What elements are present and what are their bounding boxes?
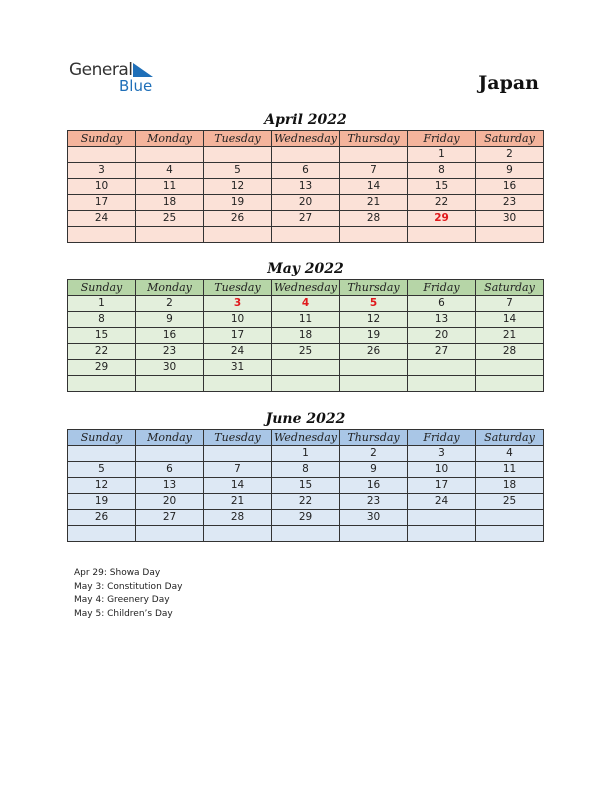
country-title: Japan — [478, 72, 539, 94]
weekday-header: Thursday — [340, 131, 408, 147]
weekday-header-row — [68, 131, 544, 147]
day-cell — [476, 526, 544, 542]
weekday-header: Friday — [408, 430, 476, 446]
holiday-note: May 4: Greenery Day — [74, 595, 170, 605]
day-cell: 10 — [408, 462, 476, 478]
day-cell: 18 — [476, 478, 544, 494]
weekday-header: Sunday — [68, 131, 136, 147]
day-cell: 30 — [340, 510, 408, 526]
day-cell: 18 — [136, 195, 204, 211]
day-cell — [476, 227, 544, 243]
day-cell — [204, 376, 272, 392]
week-row — [68, 179, 544, 195]
day-cell: 4 — [476, 446, 544, 462]
weekday-header: Wednesday — [272, 131, 340, 147]
week-row — [68, 462, 544, 478]
day-cell: 23 — [476, 195, 544, 211]
day-cell — [408, 227, 476, 243]
brand-logo — [69, 60, 169, 96]
day-cell: 25 — [136, 211, 204, 227]
month-title: June 2022 — [265, 411, 346, 427]
day-cell: 6 — [272, 163, 340, 179]
weekday-header: Wednesday — [272, 280, 340, 296]
holiday-notes — [74, 567, 182, 621]
day-cell: 14 — [340, 179, 408, 195]
day-cell: 24 — [68, 211, 136, 227]
day-cell: 1 — [272, 446, 340, 462]
holiday-note: Apr 29: Showa Day — [74, 568, 161, 578]
day-cell: 17 — [204, 328, 272, 344]
day-cell: 20 — [136, 494, 204, 510]
day-cell: 16 — [476, 179, 544, 195]
weekday-header: Wednesday — [272, 430, 340, 446]
day-cell: 12 — [68, 478, 136, 494]
weekday-header: Saturday — [476, 280, 544, 296]
day-cell: 31 — [204, 360, 272, 376]
day-cell: 19 — [340, 328, 408, 344]
week-row — [68, 526, 544, 542]
day-cell: 26 — [340, 344, 408, 360]
day-cell — [136, 227, 204, 243]
weekday-header: Monday — [136, 131, 204, 147]
week-row — [68, 344, 544, 360]
day-cell: 18 — [272, 328, 340, 344]
day-cell: 26 — [68, 510, 136, 526]
brand-word-general: General — [69, 60, 133, 80]
day-cell: 6 — [136, 462, 204, 478]
day-cell: 4 — [272, 296, 340, 312]
day-cell: 11 — [476, 462, 544, 478]
week-row — [68, 312, 544, 328]
day-cell: 2 — [476, 147, 544, 163]
day-cell: 22 — [68, 344, 136, 360]
day-cell: 25 — [476, 494, 544, 510]
day-cell: 7 — [204, 462, 272, 478]
day-cell: 5 — [68, 462, 136, 478]
weekday-header: Friday — [408, 280, 476, 296]
calendar-grid — [67, 429, 544, 542]
day-cell — [340, 376, 408, 392]
day-cell: 29 — [408, 211, 476, 227]
calendar-grid — [67, 130, 544, 243]
week-row — [68, 510, 544, 526]
day-cell — [136, 526, 204, 542]
month-june — [67, 409, 544, 542]
day-cell: 19 — [68, 494, 136, 510]
day-cell: 9 — [340, 462, 408, 478]
day-cell: 15 — [408, 179, 476, 195]
day-cell — [68, 147, 136, 163]
day-cell: 19 — [204, 195, 272, 211]
day-cell — [476, 376, 544, 392]
day-cell — [408, 510, 476, 526]
month-title: April 2022 — [264, 112, 347, 128]
day-cell — [340, 227, 408, 243]
week-row — [68, 328, 544, 344]
day-cell — [476, 360, 544, 376]
day-cell: 29 — [68, 360, 136, 376]
day-cell — [204, 446, 272, 462]
week-row — [68, 494, 544, 510]
weekday-header: Tuesday — [204, 280, 272, 296]
day-cell: 8 — [68, 312, 136, 328]
weekday-header: Sunday — [68, 430, 136, 446]
weekday-header: Friday — [408, 131, 476, 147]
day-cell: 7 — [476, 296, 544, 312]
day-cell: 30 — [476, 211, 544, 227]
day-cell: 14 — [204, 478, 272, 494]
day-cell: 17 — [68, 195, 136, 211]
day-cell: 3 — [204, 296, 272, 312]
calendar-grid — [67, 279, 544, 392]
day-cell: 7 — [340, 163, 408, 179]
week-row — [68, 211, 544, 227]
month-may — [67, 259, 544, 392]
day-cell: 11 — [272, 312, 340, 328]
day-cell — [136, 446, 204, 462]
day-cell: 20 — [408, 328, 476, 344]
day-cell: 24 — [408, 494, 476, 510]
day-cell — [272, 360, 340, 376]
day-cell: 13 — [136, 478, 204, 494]
month-title: May 2022 — [267, 261, 344, 277]
day-cell: 22 — [272, 494, 340, 510]
day-cell — [272, 526, 340, 542]
week-row — [68, 446, 544, 462]
day-cell: 8 — [272, 462, 340, 478]
brand-word-blue: Blue — [119, 77, 153, 95]
week-row — [68, 296, 544, 312]
weekday-header: Monday — [136, 280, 204, 296]
day-cell: 4 — [136, 163, 204, 179]
day-cell — [476, 510, 544, 526]
day-cell: 11 — [136, 179, 204, 195]
day-cell — [272, 147, 340, 163]
day-cell: 28 — [476, 344, 544, 360]
day-cell: 12 — [340, 312, 408, 328]
month-april — [67, 110, 544, 243]
day-cell — [68, 526, 136, 542]
week-row — [68, 376, 544, 392]
week-row — [68, 360, 544, 376]
day-cell: 26 — [204, 211, 272, 227]
week-row — [68, 163, 544, 179]
day-cell: 3 — [408, 446, 476, 462]
weekday-header-row — [68, 280, 544, 296]
day-cell: 29 — [272, 510, 340, 526]
day-cell: 21 — [204, 494, 272, 510]
day-cell: 30 — [136, 360, 204, 376]
day-cell: 24 — [204, 344, 272, 360]
day-cell — [340, 526, 408, 542]
day-cell — [136, 147, 204, 163]
weekday-header: Thursday — [340, 280, 408, 296]
day-cell: 5 — [204, 163, 272, 179]
day-cell: 10 — [204, 312, 272, 328]
holiday-note: May 3: Constitution Day — [74, 581, 183, 592]
day-cell: 9 — [476, 163, 544, 179]
day-cell: 23 — [136, 344, 204, 360]
day-cell: 13 — [272, 179, 340, 195]
day-cell: 27 — [136, 510, 204, 526]
weekday-header: Saturday — [476, 430, 544, 446]
week-row — [68, 195, 544, 211]
weekday-header: Tuesday — [204, 131, 272, 147]
day-cell — [408, 526, 476, 542]
day-cell: 21 — [476, 328, 544, 344]
day-cell: 6 — [408, 296, 476, 312]
day-cell: 16 — [340, 478, 408, 494]
weekday-header-row — [68, 430, 544, 446]
day-cell — [204, 147, 272, 163]
day-cell: 21 — [340, 195, 408, 211]
day-cell — [68, 227, 136, 243]
day-cell: 17 — [408, 478, 476, 494]
day-cell — [136, 376, 204, 392]
day-cell — [340, 360, 408, 376]
day-cell — [272, 376, 340, 392]
weekday-header: Tuesday — [204, 430, 272, 446]
day-cell: 10 — [68, 179, 136, 195]
day-cell: 28 — [204, 510, 272, 526]
day-cell — [204, 227, 272, 243]
day-cell: 15 — [68, 328, 136, 344]
day-cell: 1 — [408, 147, 476, 163]
day-cell: 20 — [272, 195, 340, 211]
week-row — [68, 227, 544, 243]
day-cell — [204, 526, 272, 542]
day-cell: 22 — [408, 195, 476, 211]
day-cell: 9 — [136, 312, 204, 328]
day-cell: 5 — [340, 296, 408, 312]
week-row — [68, 147, 544, 163]
day-cell: 13 — [408, 312, 476, 328]
day-cell: 2 — [340, 446, 408, 462]
day-cell — [408, 376, 476, 392]
day-cell — [68, 446, 136, 462]
week-row — [68, 478, 544, 494]
day-cell: 12 — [204, 179, 272, 195]
day-cell: 27 — [408, 344, 476, 360]
day-cell — [68, 376, 136, 392]
day-cell: 27 — [272, 211, 340, 227]
day-cell — [272, 227, 340, 243]
day-cell: 3 — [68, 163, 136, 179]
day-cell: 16 — [136, 328, 204, 344]
weekday-header: Saturday — [476, 131, 544, 147]
day-cell — [340, 147, 408, 163]
day-cell: 1 — [68, 296, 136, 312]
weekday-header: Sunday — [68, 280, 136, 296]
day-cell: 28 — [340, 211, 408, 227]
weekday-header: Monday — [136, 430, 204, 446]
holiday-note: May 5: Children’s Day — [74, 608, 173, 619]
weekday-header: Thursday — [340, 430, 408, 446]
day-cell: 15 — [272, 478, 340, 494]
flag-triangle-icon — [133, 63, 153, 77]
day-cell: 23 — [340, 494, 408, 510]
day-cell — [408, 360, 476, 376]
day-cell: 14 — [476, 312, 544, 328]
day-cell: 2 — [136, 296, 204, 312]
day-cell: 8 — [408, 163, 476, 179]
day-cell: 25 — [272, 344, 340, 360]
